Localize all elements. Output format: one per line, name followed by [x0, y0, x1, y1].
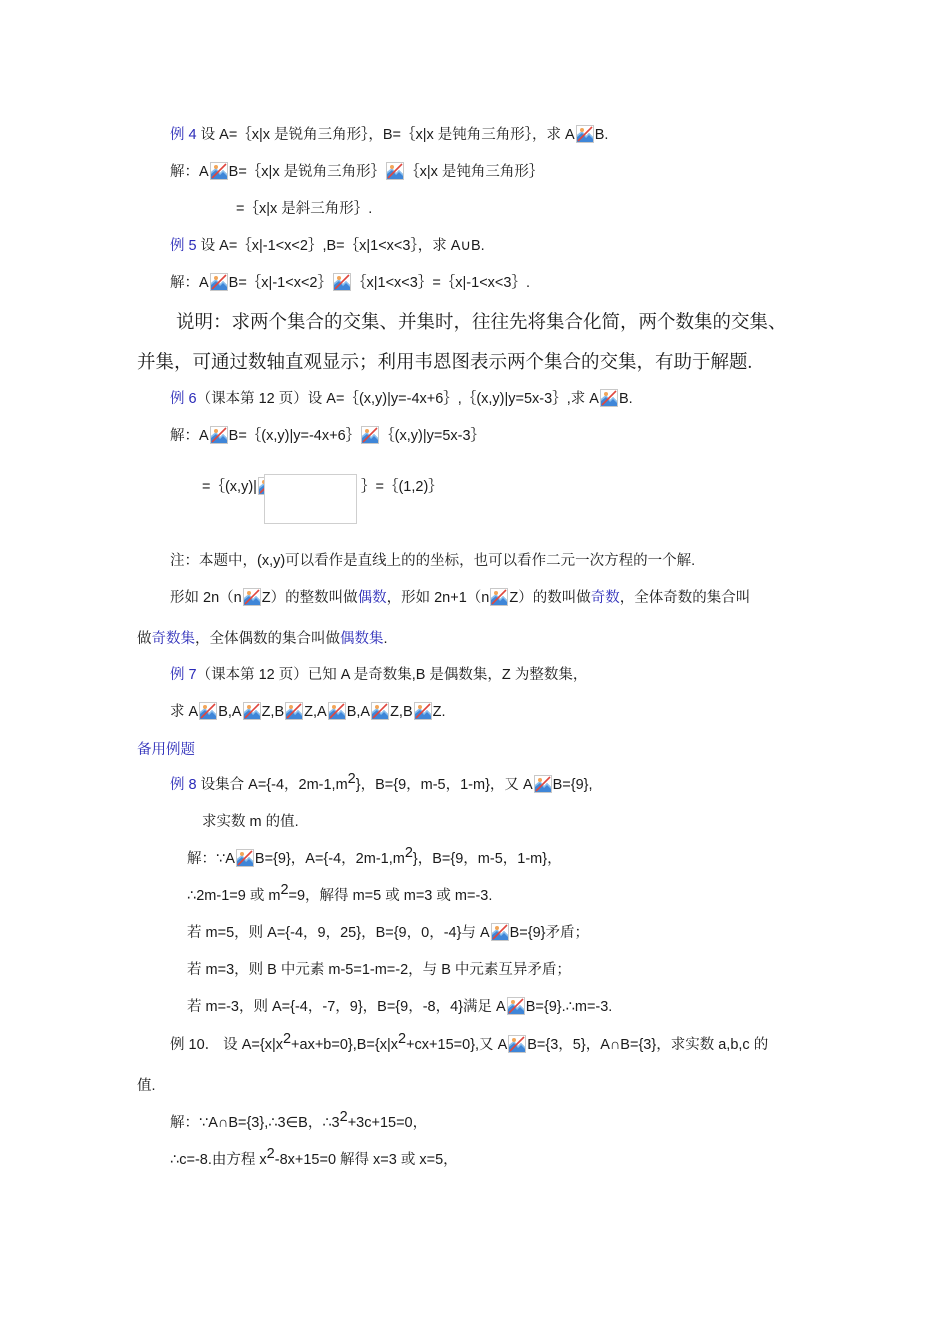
- broken-image-icon: [414, 702, 432, 720]
- doc-line-ex8-s1: [187, 845, 562, 870]
- doc-line-ex4-s2: [236, 198, 372, 220]
- doc-line-ex10-q: [170, 1031, 769, 1056]
- text-run: ｛(x,y)|y=5x-3｝: [380, 428, 486, 444]
- text-run: =9，解得 m=5 或 m=3 或 m=-3.: [288, 888, 493, 904]
- broken-image-icon: [491, 923, 509, 941]
- text-run: 设集合 A={-4，2m-1,m: [196, 777, 348, 793]
- text-run: Z,B: [390, 704, 413, 720]
- text-run: =｛(x,y)|: [202, 479, 257, 495]
- text-run: 解：∵A∩B={3},∴3∈B，∴3: [170, 1115, 340, 1131]
- highlight-term: 偶数: [357, 590, 387, 606]
- doc-line-def-1: [170, 587, 750, 609]
- broken-image-icon: [507, 997, 525, 1015]
- text-run: 说明：求两个集合的交集、并集时，往往先将集合化简，两个数集的交集、: [176, 313, 787, 333]
- broken-image-icon: [386, 162, 404, 180]
- text-run: ，形如 2n+1（n: [386, 590, 490, 606]
- embedded-equation-frame: [264, 474, 357, 524]
- highlight-term: 例 4: [170, 127, 197, 143]
- text-run: 值.: [137, 1078, 156, 1094]
- superscript: 2: [347, 771, 356, 787]
- text-run: 设 A=｛x|x 是锐角三角形｝，B=｛x|x 是钝角三角形｝，求 A: [196, 127, 575, 143]
- broken-image-icon: [285, 702, 303, 720]
- broken-image-icon: [600, 389, 618, 407]
- text-run: =｛x|x 是斜三角形｝.: [236, 201, 373, 217]
- text-run: B={9},: [552, 777, 593, 793]
- text-run: ｛x|1<x<3｝=｛x|-1<x<3｝.: [351, 275, 530, 291]
- text-run: 形如 2n（n: [170, 590, 242, 606]
- broken-image-icon: [199, 702, 217, 720]
- broken-image-icon: [210, 273, 228, 291]
- text-run: B={9}.∴m=-3.: [525, 999, 613, 1015]
- text-run: 求实数 m 的值.: [202, 814, 299, 830]
- text-run: B={3，5}，A∩B={3}，求实数 a,b,c 的: [527, 1037, 769, 1053]
- doc-line-ex5-q: [170, 235, 485, 257]
- text-run: ∴2m-1=9 或 m: [187, 888, 281, 904]
- doc-line-ex8-s3: [187, 922, 589, 944]
- text-run: 解：∵A: [187, 851, 235, 867]
- doc-line-ex6-s1: [170, 425, 485, 447]
- doc-line-note-2: [137, 350, 752, 376]
- broken-image-icon: [333, 273, 351, 291]
- text-run: B=｛(x,y)|y=-4x+6｝: [228, 428, 361, 444]
- highlight-term: 偶数集: [340, 631, 384, 647]
- text-run: B,A: [218, 704, 242, 720]
- text-run: ｛x|x 是钝角三角形｝: [405, 164, 544, 180]
- text-run: 解：A: [170, 164, 209, 180]
- text-run: 解：A: [170, 275, 209, 291]
- text-run: Z,B: [261, 704, 285, 720]
- text-run: .: [383, 631, 388, 647]
- doc-line-ex4-s1: [170, 161, 543, 183]
- broken-image-icon: [576, 125, 594, 143]
- text-run: ｝=｛(1,2)｝: [361, 479, 443, 495]
- broken-image-icon: [210, 162, 228, 180]
- highlight-term: 备用例题: [137, 742, 195, 758]
- text-run: Z,A: [304, 704, 327, 720]
- text-run: B={9}，A={-4，2m-1,m: [254, 851, 405, 867]
- text-run: -8x+15=0 解得 x=3 或 x=5，: [274, 1152, 458, 1168]
- broken-image-icon: [534, 775, 552, 793]
- broken-image-icon: [236, 849, 254, 867]
- text-run: ，全体偶数的集合叫做: [195, 631, 340, 647]
- doc-line-ex6-s2b: [361, 476, 443, 498]
- text-run: +ax+b=0},B={x|x: [291, 1037, 399, 1053]
- superscript: 2: [404, 845, 413, 861]
- doc-line-ex8-s4: [187, 959, 571, 981]
- superscript: 2: [266, 1146, 275, 1162]
- broken-image-icon: [508, 1035, 526, 1053]
- highlight-term: 例 5: [170, 238, 197, 254]
- highlight-term: 例 8: [170, 777, 197, 793]
- text-run: Z）的数叫做: [509, 590, 591, 606]
- text-run: }，B={9，m-5，1-m}，: [412, 851, 562, 867]
- broken-image-icon: [243, 588, 261, 606]
- doc-line-ex5-s: [170, 272, 530, 294]
- doc-line-ex8-s5: [187, 996, 612, 1018]
- text-run: Z）的整数叫做: [261, 590, 358, 606]
- doc-line-backup: [137, 739, 195, 761]
- text-run: 并集，可通过数轴直观显示；利用韦恩图表示两个集合的交集，有助于解题.: [137, 353, 753, 373]
- text-run: B={9}矛盾；: [509, 925, 590, 941]
- doc-line-ex10-s1: [170, 1109, 428, 1134]
- text-run: 若 m=-3，则 A={-4，-7，9}，B={9，-8，4}满足 A: [187, 999, 506, 1015]
- text-run: ∴c=-8.由方程 x: [170, 1152, 267, 1168]
- text-run: B.: [618, 391, 633, 407]
- text-run: 解：A: [170, 428, 209, 444]
- broken-image-icon: [490, 588, 508, 606]
- broken-image-icon: [361, 426, 379, 444]
- broken-image-icon: [328, 702, 346, 720]
- highlight-term: 奇数集: [151, 631, 195, 647]
- text-run: 求 A: [170, 704, 199, 720]
- highlight-term: 奇数: [590, 590, 620, 606]
- text-run: （课本第 12 页）已知 A 是奇数集,B 是偶数集，Z 为整数集，: [196, 667, 588, 683]
- doc-line-note-1: [176, 310, 787, 336]
- doc-line-ex10-q2: [137, 1075, 156, 1097]
- doc-line-ex10-s2: [170, 1146, 458, 1171]
- doc-line-ex8-q2: [202, 811, 299, 833]
- highlight-term: 例 7: [170, 667, 197, 683]
- doc-line-ex6-note: [170, 550, 695, 572]
- broken-image-icon: [210, 426, 228, 444]
- doc-line-ex8-q: [170, 771, 593, 796]
- text-run: （课本第 12 页）设 A=｛(x,y)|y=-4x+6｝,｛(x,y)|y=5x-3｝,求 A: [196, 391, 599, 407]
- doc-line-ex7-q: [170, 664, 587, 686]
- broken-image-icon: [243, 702, 261, 720]
- superscript: 2: [280, 882, 289, 898]
- doc-line-def-2: [137, 628, 388, 650]
- text-run: 若 m=5，则 A={-4，9，25}，B={9，0，-4}与 A: [187, 925, 490, 941]
- text-run: 若 m=3，则 B 中元素 m-5=1-m=-2，与 B 中元素互异矛盾；: [187, 962, 571, 978]
- broken-image-icon: [371, 702, 389, 720]
- doc-line-ex4-q: [170, 124, 608, 146]
- text-run: }，B={9，m-5，1-m}，又 A: [355, 777, 533, 793]
- text-run: +3c+15=0，: [347, 1115, 428, 1131]
- superscript: 2: [339, 1109, 348, 1125]
- text-run: 例 10． 设 A={x|x: [170, 1037, 283, 1053]
- text-run: 设 A=｛x|-1<x<2｝,B=｛x|1<x<3｝，求 A∪B.: [196, 238, 485, 254]
- superscript: 2: [282, 1031, 292, 1047]
- text-run: B=｛x|-1<x<2｝: [228, 275, 332, 291]
- text-run: +cx+15=0},又 A: [406, 1037, 508, 1053]
- text-run: 注：本题中，(x,y)可以看作是直线上的的坐标，也可以看作二元一次方程的一个解.: [170, 553, 696, 569]
- doc-line-ex7-ask: [170, 701, 446, 723]
- doc-line-ex8-s2: [187, 882, 493, 907]
- text-run: 做: [137, 631, 152, 647]
- text-run: Z.: [432, 704, 446, 720]
- text-run: B=｛x|x 是锐角三角形｝: [228, 164, 386, 180]
- superscript: 2: [398, 1031, 407, 1047]
- text-run: B,A: [346, 704, 371, 720]
- text-run: B.: [594, 127, 609, 143]
- highlight-term: 例 6: [170, 391, 197, 407]
- text-run: ，全体奇数的集合叫: [619, 590, 751, 606]
- doc-line-ex6-q: [170, 388, 633, 410]
